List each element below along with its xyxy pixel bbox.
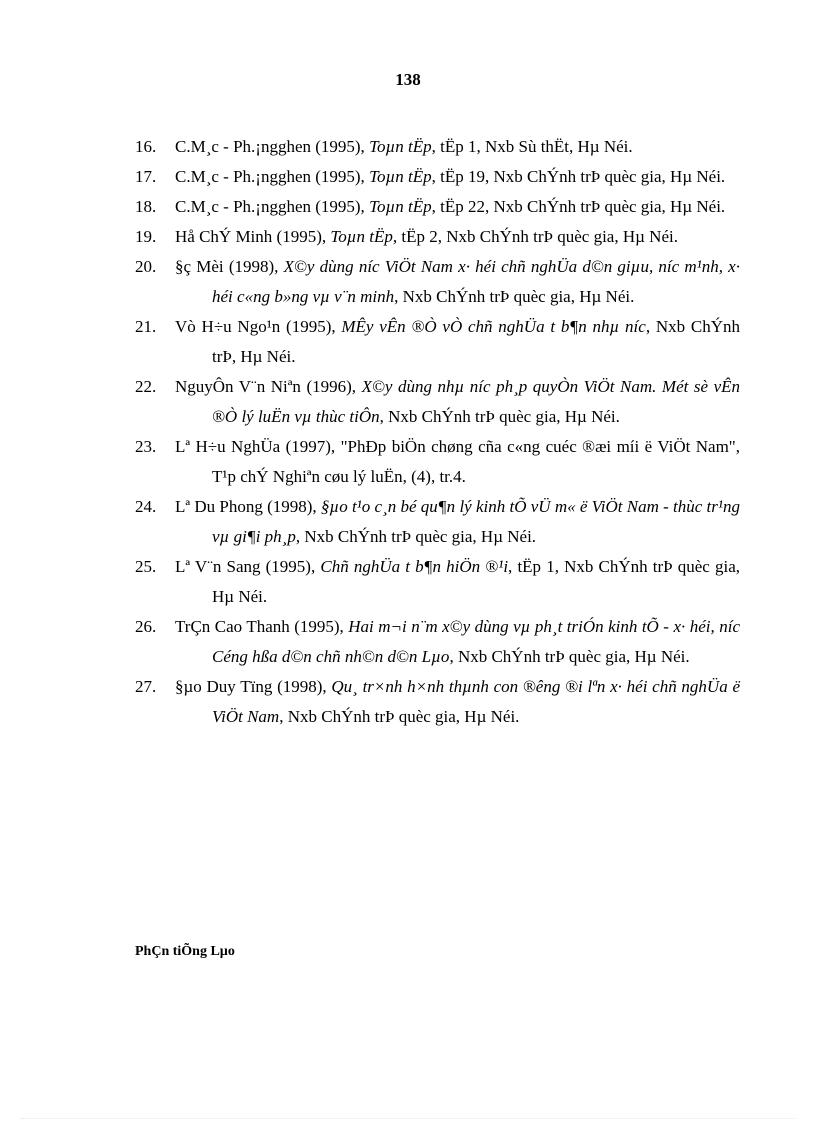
reference-author: Hå ChÝ Minh (1995),: [175, 227, 331, 246]
reference-number: 18.: [135, 197, 157, 216]
reference-title: Chñ nghÜa t b¶n hiÖn ®¹i: [320, 557, 509, 576]
reference-number: 25.: [135, 557, 157, 576]
reference-title: Toµn tËp: [369, 167, 432, 186]
reference-number: 23.: [135, 437, 157, 456]
reference-title: §µo t¹o c¸n bé qu¶n lý kinh tÕ vÜ m« ë ViÖt Nam - thùc tr¹ng vµ gi¶i ph¸p: [212, 497, 740, 546]
reference-item: [135, 132, 740, 162]
page-number: 138: [395, 70, 421, 89]
reference-publisher: , tËp 1, Nxb Sù thËt, Hµ Néi.: [431, 137, 633, 156]
reference-title: Qu¸ tr×nh h×nh thµnh con ®êng ®i lªn x· héi chñ nghÜa ë ViÖt Nam: [212, 677, 740, 726]
reference-item: [135, 222, 740, 252]
reference-item: [135, 252, 740, 312]
reference-publisher: , Nxb ChÝnh trÞ quèc gia, Hµ Néi.: [449, 647, 690, 666]
reference-item: [135, 162, 740, 192]
reference-title: Toµn tËp: [369, 137, 432, 156]
reference-author: Lª H÷u NghÜa (1997),: [175, 437, 341, 456]
reference-publisher: , Nxb ChÝnh trÞ, Hµ Néi.: [212, 317, 740, 366]
reference-item: [135, 492, 740, 552]
reference-publisher: , tËp 22, Nxb ChÝnh trÞ quèc gia, Hµ Néi.: [431, 197, 726, 216]
page-bottom-divider: [20, 1118, 796, 1119]
reference-item: [135, 372, 740, 432]
reference-number: 24.: [135, 497, 157, 516]
reference-author: §ç Mèi (1998),: [175, 257, 284, 276]
reference-publisher: , Nxb ChÝnh trÞ quèc gia, Hµ Néi.: [379, 407, 620, 426]
reference-title: X©y dùng níc ViÖt Nam x· héi chñ nghÜa d©n giµu, níc m¹nh, x· héi c«ng b»ng vµ v¨n minh: [212, 257, 740, 306]
reference-number: 16.: [135, 137, 157, 156]
reference-author: §µo Duy Tïng (1998),: [175, 677, 332, 696]
reference-author: TrÇn Cao Thanh (1995),: [175, 617, 349, 636]
reference-item: [135, 612, 740, 672]
reference-title: Hai m¬i n¨m x©y dùng vµ ph¸t triÓn kinh tÕ - x· héi, níc Céng hßa d©n chñ nh©n d©n Lµo: [212, 617, 740, 666]
reference-item: [135, 672, 740, 732]
reference-title: X©y dùng nhµ níc ph¸p quyÒn ViÖt Nam. Mét sè vÊn ®Ò lý luËn vµ thùc tiÔn: [212, 377, 741, 426]
reference-publisher: , tËp 1, Nxb ChÝnh trÞ quèc gia, Hµ Néi.: [212, 557, 740, 606]
reference-publisher: , Nxb ChÝnh trÞ quèc gia, Hµ Néi.: [295, 527, 537, 546]
reference-author: C.M¸c - Ph.¡ngghen (1995),: [175, 167, 370, 186]
reference-title: Toµn tËp: [369, 197, 432, 216]
reference-author: C.M¸c - Ph.¡ngghen (1995),: [175, 197, 370, 216]
reference-author: NguyÔn V¨n Niªn (1996),: [175, 377, 362, 396]
reference-article-and-journal: "PhÐp biÖn chøng cña c«ng cuéc ®æi míi ë ViÖt Nam", T¹p chÝ Nghiªn cøu lý luËn, (4), tr.4.: [212, 437, 741, 486]
reference-number: 21.: [135, 317, 157, 336]
reference-number: 27.: [135, 677, 157, 696]
reference-publisher: , Nxb ChÝnh trÞ quèc gia, Hµ Néi.: [279, 707, 520, 726]
reference-publisher: , tËp 19, Nxb ChÝnh trÞ quèc gia, Hµ Néi.: [431, 167, 726, 186]
reference-number: 22.: [135, 377, 157, 396]
reference-number: 17.: [135, 167, 157, 186]
reference-item: [135, 192, 740, 222]
reference-author: Lª V¨n Sang (1995),: [175, 557, 321, 576]
reference-title: Toµn tËp: [330, 227, 393, 246]
reference-number: 20.: [135, 257, 157, 276]
reference-author: C.M¸c - Ph.¡ngghen (1995),: [175, 137, 370, 156]
reference-item: [135, 552, 740, 612]
reference-number: 26.: [135, 617, 157, 636]
reference-list: [135, 132, 740, 732]
reference-author: Lª Du Phong (1998),: [175, 497, 321, 516]
section-heading: PhÇn tiÕng Lµo: [135, 944, 235, 959]
reference-title: MÊy vÊn ®Ò vÒ chñ nghÜa t b¶n nhµ níc: [341, 317, 646, 336]
reference-author: Vò H÷u Ngo¹n (1995),: [175, 317, 342, 336]
reference-number: 19.: [135, 227, 157, 246]
reference-item: [135, 312, 740, 372]
reference-publisher: , Nxb ChÝnh trÞ quèc gia, Hµ Néi.: [394, 287, 635, 306]
reference-item: [135, 432, 740, 492]
reference-publisher: , tËp 2, Nxb ChÝnh trÞ quèc gia, Hµ Néi.: [392, 227, 678, 246]
